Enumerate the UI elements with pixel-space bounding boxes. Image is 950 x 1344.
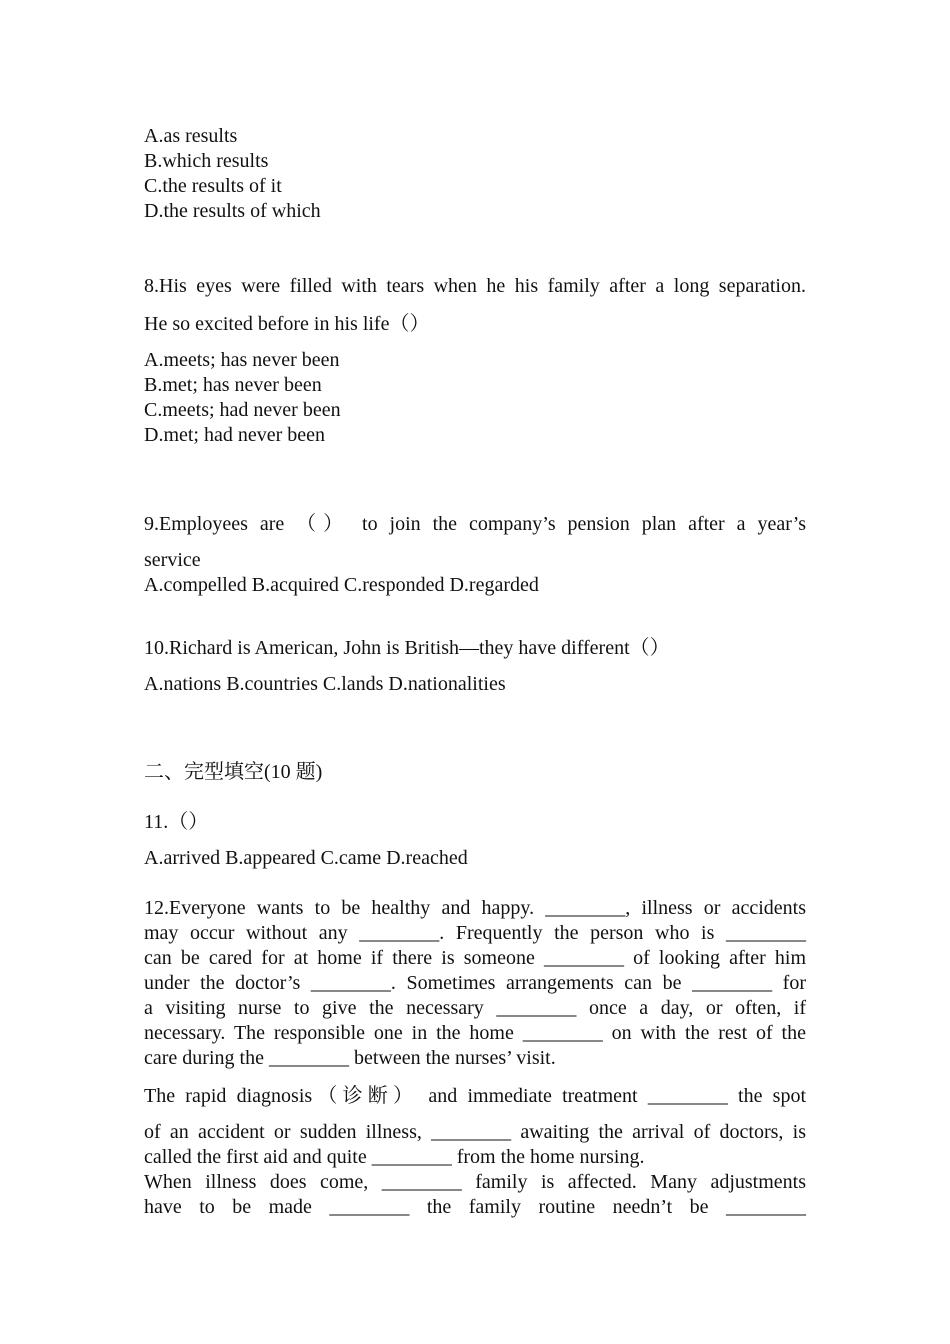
q12-para2-line: of an accident or sudden illness, ________ awaiting the arrival of doctors, is <box>144 1121 806 1143</box>
q12-para1-line: 12.Everyone wants to be healthy and happy. ________, illness or accidents <box>144 897 806 919</box>
q8-option-a: A.meets; has never been <box>144 349 340 371</box>
q8-option-c: C.meets; had never been <box>144 399 341 421</box>
q7-option-c: C.the results of it <box>144 175 282 197</box>
q8-option-b: B.met; has never been <box>144 374 322 396</box>
q9-options: A.compelled B.acquired C.responded D.regarded <box>144 574 539 596</box>
q9-stem-line1: 9.Employees are （） to join the company’s pension plan after a year’s <box>144 513 806 535</box>
section-heading: 二、完型填空(10 题) <box>144 761 323 783</box>
q7-option-d: D.the results of which <box>144 200 321 222</box>
q11-stem: 11.（） <box>144 811 209 833</box>
q12-para2-line: When illness does come, ________ family is affected. Many adjustments <box>144 1171 806 1193</box>
q7-option-a: A.as results <box>144 125 238 147</box>
q12-para1-line: may occur without any ________. Frequently the person who is ________ <box>144 922 806 944</box>
q12-para1-line: under the doctor’s ________. Sometimes arrangements can be ________ for <box>144 972 806 994</box>
q8-stem-line2: He so excited before in his life（） <box>144 313 430 335</box>
q10-stem: 10.Richard is American, John is British—they have different（） <box>144 637 670 659</box>
q12-para1-line: care during the ________ between the nurses’ visit. <box>144 1047 556 1069</box>
q8-stem-line1: 8.His eyes were filled with tears when he his family after a long separation. <box>144 275 806 297</box>
q12-para1-line: can be cared for at home if there is someone ________ of looking after him <box>144 947 806 969</box>
q12-para2-line: have to be made ________ the family routine needn’t be ________ <box>144 1196 806 1218</box>
q8-option-d: D.met; had never been <box>144 424 326 446</box>
q12-para1-line: necessary. The responsible one in the home ________ on with the rest of the <box>144 1022 806 1044</box>
q7-option-b: B.which results <box>144 150 269 172</box>
q9-stem-line2: service <box>144 549 201 571</box>
q11-options: A.arrived B.appeared C.came D.reached <box>144 847 468 869</box>
q12-para1-line: a visiting nurse to give the necessary ________ once a day, or often, if <box>144 997 806 1019</box>
q10-options: A.nations B.countries C.lands D.nationalities <box>144 673 506 695</box>
q12-para2-line: The rapid diagnosis（诊断） and immediate treatment ________ the spot <box>144 1085 806 1107</box>
q12-para2-line: called the first aid and quite ________ from the home nursing. <box>144 1146 645 1168</box>
